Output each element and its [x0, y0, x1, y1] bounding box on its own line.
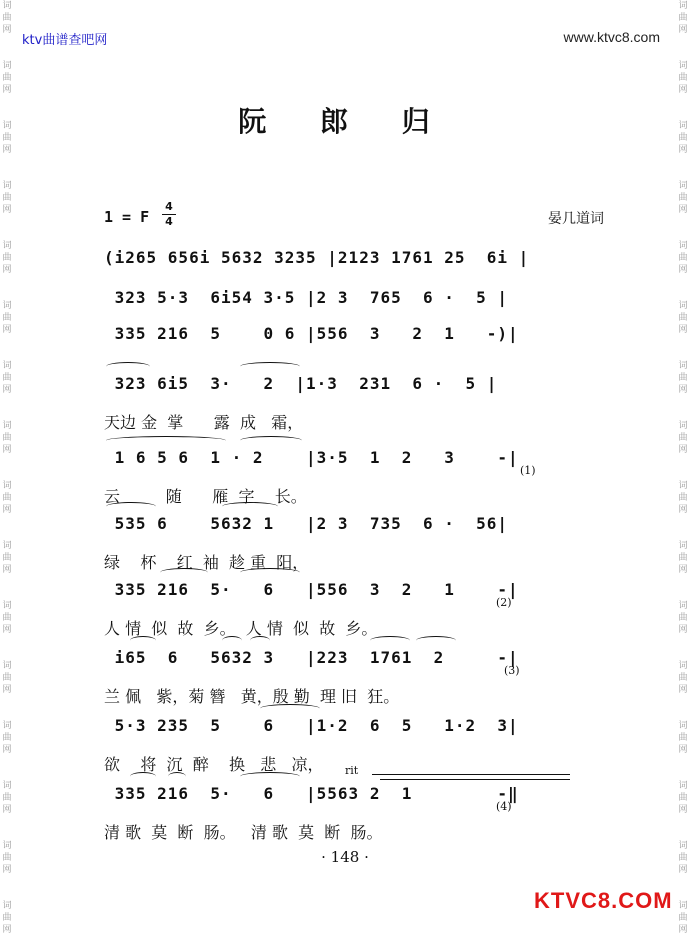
watermark-glyph-group: 词 曲 网 [2, 901, 12, 935]
left-watermark-strip [0, 0, 14, 940]
watermark-glyph-group: 词 曲 网 [678, 841, 688, 875]
watermark-glyph-group: 词 曲 网 [678, 61, 688, 95]
watermark-glyph-group: 词 曲 网 [2, 421, 12, 455]
lyrics-line: 兰 佩 紫，菊 簪 黄，殷 勤 理 旧 狂。 [104, 687, 400, 706]
notation-line: 1 6 5 6 1 · 2 |3·5 1 2 3 -| [104, 448, 519, 467]
watermark-glyph-group: 词 曲 网 [2, 781, 12, 815]
watermark-glyph-group: 词 曲 网 [2, 301, 12, 335]
lyricist-credit: 晏几道词 [548, 211, 604, 227]
key-signature: 1 = F [104, 208, 150, 226]
ritardando-mark: rit [345, 764, 359, 777]
slur-mark [260, 704, 320, 713]
notation-line: 323 6i5 3· 2 |1·3 231 6 · 5 | [104, 374, 498, 393]
notation-line: 335 216 5· 6 |5563 2 1 -‖ [104, 784, 519, 803]
watermark-glyph-group: 词 曲 网 [2, 661, 12, 695]
slur-mark [240, 436, 302, 445]
notation-line: i65 6 5632 3 |223 1761 2 -| [104, 648, 519, 667]
watermark-glyph-group: 词 曲 网 [2, 241, 12, 275]
watermark-glyph-group: 词 曲 网 [2, 841, 12, 875]
watermark-glyph-group: 词 曲 网 [678, 901, 688, 935]
watermark-glyph-group: 词 曲 网 [2, 721, 12, 755]
watermark-glyph-group: 词 曲 网 [678, 421, 688, 455]
watermark-glyph-group: 词 曲 网 [678, 601, 688, 635]
watermark-glyph-group: 词 曲 网 [2, 601, 12, 635]
footnote-marker: (2) [496, 596, 512, 609]
slur-mark [168, 772, 186, 781]
watermark-glyph-group: 词 曲 网 [678, 661, 688, 695]
footnote-marker: (3) [504, 664, 520, 677]
watermark-glyph-group: 词 曲 网 [678, 481, 688, 515]
notation-line: 535 6 5632 1 |2 3 735 6 · 56| [104, 514, 509, 533]
site-name-header[interactable]: ktv曲谱查吧网 [22, 33, 108, 48]
time-signature [162, 201, 176, 228]
watermark-glyph-group: 词 曲 网 [2, 181, 12, 215]
slur-mark [250, 636, 270, 645]
lyrics-line: 绿 杯 红 袖 趁 重 阳， [104, 553, 309, 572]
brand-logo[interactable]: KTVC8.COM [534, 888, 673, 913]
slur-mark [106, 362, 150, 371]
ritardando-line [380, 779, 570, 780]
lyrics-line: 欲 将 沉 醉 换 悲 凉， [104, 755, 324, 774]
watermark-glyph-group: 词 曲 网 [2, 541, 12, 575]
watermark-glyph-group: 词 曲 网 [2, 481, 12, 515]
lyrics-line: 人 情 似 故 乡。 人 情 似 故 乡。 [104, 619, 378, 638]
watermark-glyph-group: 词 曲 网 [2, 361, 12, 395]
slur-mark [130, 772, 156, 781]
lyrics-line: 天边 金 掌 露 成 霜， [104, 413, 304, 432]
watermark-glyph-group: 词 曲 网 [678, 781, 688, 815]
slur-mark [106, 502, 156, 511]
watermark-glyph-group: 词 曲 网 [2, 1, 12, 35]
page-number: · 148 · [321, 848, 369, 866]
watermark-glyph-group: 词 曲 网 [678, 1, 688, 35]
watermark-glyph-group: 词 曲 网 [678, 361, 688, 395]
slur-mark [370, 636, 410, 645]
slur-mark [240, 362, 300, 371]
notation-line: 335 216 5 0 6 |556 3 2 1 -)| [104, 324, 519, 343]
notation-line: 5·3 235 5 6 |1·2 6 5 1·2 3| [104, 716, 519, 735]
lyrics-line: 云 随 雁 字 长。 [104, 487, 307, 506]
watermark-glyph-group: 词 曲 网 [2, 61, 12, 95]
watermark-glyph-group: 词 曲 网 [678, 301, 688, 335]
notation-line: 335 216 5· 6 |556 3 2 1 -| [104, 580, 519, 599]
slur-mark [416, 636, 456, 645]
slur-mark [240, 568, 300, 577]
footnote-marker: (4) [496, 800, 512, 813]
slur-mark [240, 772, 300, 781]
site-url-header[interactable]: www.ktvc8.com [563, 29, 660, 45]
notation-line: (i265 656i 5632 3235 |2123 1761 25 6i | [104, 248, 530, 267]
footnote-marker: (1) [520, 464, 536, 477]
watermark-glyph-group: 词 曲 网 [678, 121, 688, 155]
watermark-glyph-group: 词 曲 网 [678, 541, 688, 575]
song-title: 阮 郎 归 [238, 105, 452, 138]
watermark-glyph-group: 词 曲 网 [2, 121, 12, 155]
slur-mark [160, 568, 208, 577]
lyrics-line: 清 歌 莫 断 肠。 清 歌 莫 断 肠。 [104, 823, 383, 842]
time-signature-bottom: 4 [165, 215, 173, 228]
ritardando-line [372, 774, 570, 775]
time-signature-top: 4 [165, 200, 173, 213]
right-watermark-strip [676, 0, 690, 940]
slur-mark [222, 502, 278, 511]
watermark-glyph-group: 词 曲 网 [678, 241, 688, 275]
slur-mark [130, 636, 156, 645]
slur-mark [106, 436, 226, 445]
watermark-glyph-group: 词 曲 网 [678, 181, 688, 215]
notation-line: 323 5·3 6i54 3·5 |2 3 765 6 · 5 | [104, 288, 509, 307]
watermark-glyph-group: 词 曲 网 [678, 721, 688, 755]
slur-mark [222, 636, 242, 645]
